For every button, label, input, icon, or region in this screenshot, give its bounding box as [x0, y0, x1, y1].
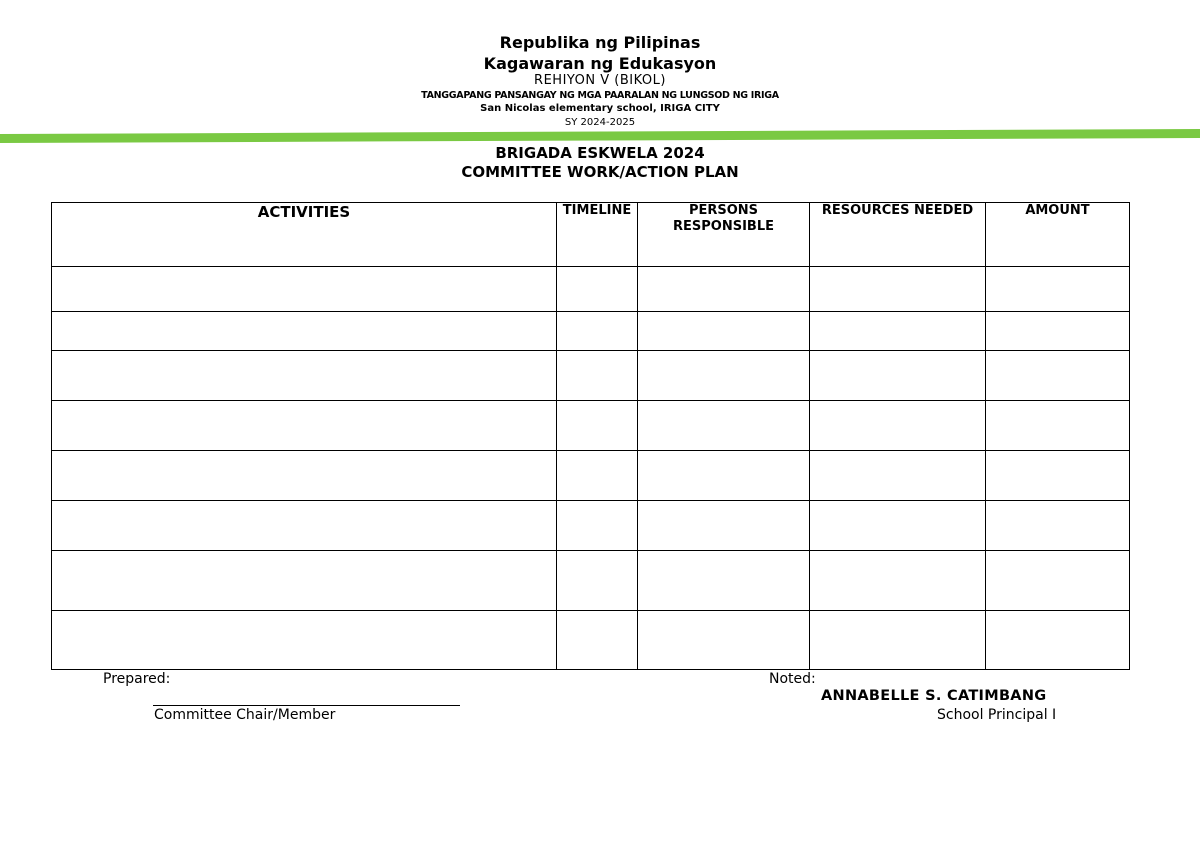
table-cell	[557, 501, 638, 551]
table-cell	[638, 451, 810, 501]
table-cell	[52, 551, 557, 611]
table-row	[52, 551, 1130, 611]
table-cell	[52, 401, 557, 451]
table-cell	[986, 551, 1130, 611]
table-cell	[810, 267, 986, 312]
table-cell	[638, 501, 810, 551]
republic-heading: Republika ng Pilipinas	[499, 33, 701, 52]
table-cell	[810, 351, 986, 401]
table-cell	[52, 312, 557, 351]
table-cell	[52, 267, 557, 312]
table-cell	[986, 401, 1130, 451]
table-row	[52, 611, 1130, 670]
green-divider-bar	[0, 0, 1200, 150]
table-header-row	[52, 203, 1130, 267]
table-cell	[557, 401, 638, 451]
table-row	[52, 312, 1130, 351]
table-cell	[986, 351, 1130, 401]
table-row	[52, 401, 1130, 451]
table-cell	[557, 267, 638, 312]
table-cell	[557, 551, 638, 611]
table-cell	[52, 451, 557, 501]
table-cell	[638, 551, 810, 611]
principal-title: School Principal I	[937, 707, 1057, 723]
table-cell	[810, 312, 986, 351]
document-subtitle: COMMITTEE WORK/ACTION PLAN	[461, 163, 739, 181]
preparer-role: Committee Chair/Member	[154, 707, 336, 723]
column-header-timeline: TIMELINE	[557, 203, 638, 267]
table-cell	[52, 351, 557, 401]
table-row	[52, 451, 1130, 501]
table-row	[52, 501, 1130, 551]
table-cell	[638, 611, 810, 670]
noted-label: Noted:	[769, 671, 816, 687]
table-cell	[986, 267, 1130, 312]
column-header-persons-responsible: PERSONS RESPONSIBLE	[638, 203, 810, 267]
signature-line	[153, 705, 460, 706]
table-cell	[638, 351, 810, 401]
column-header-amount: AMOUNT	[986, 203, 1130, 267]
table-cell	[557, 611, 638, 670]
prepared-label: Prepared:	[103, 671, 171, 687]
school-year-heading: SY 2024-2025	[564, 117, 636, 128]
column-header-resources-needed: RESOURCES NEEDED	[810, 203, 986, 267]
table-cell	[638, 267, 810, 312]
school-heading: San Nicolas elementary school, IRIGA CITY	[480, 103, 720, 114]
table-cell	[986, 611, 1130, 670]
document-title: BRIGADA ESKWELA 2024	[495, 144, 705, 162]
table-cell	[557, 451, 638, 501]
table-cell	[557, 312, 638, 351]
table-cell	[638, 312, 810, 351]
department-heading: Kagawaran ng Edukasyon	[483, 54, 717, 73]
table-cell	[557, 351, 638, 401]
column-header-activities: ACTIVITIES	[52, 203, 557, 267]
table-cell	[52, 611, 557, 670]
action-plan-table	[51, 202, 1130, 670]
table-cell	[810, 401, 986, 451]
table-row	[52, 351, 1130, 401]
table-cell	[986, 312, 1130, 351]
table-cell	[986, 451, 1130, 501]
table-cell	[810, 551, 986, 611]
table-cell	[638, 401, 810, 451]
table-cell	[810, 501, 986, 551]
region-heading: REHIYON V (BIKOL)	[534, 73, 666, 88]
table-cell	[986, 501, 1130, 551]
table-cell	[52, 501, 557, 551]
principal-name: ANNABELLE S. CATIMBANG	[821, 688, 1047, 704]
table-cell	[810, 611, 986, 670]
table-cell	[810, 451, 986, 501]
table-row	[52, 267, 1130, 312]
division-heading: TANGGAPANG PANSANGAY NG MGA PAARALAN NG LUNGSOD NG IRIGA	[421, 90, 779, 101]
